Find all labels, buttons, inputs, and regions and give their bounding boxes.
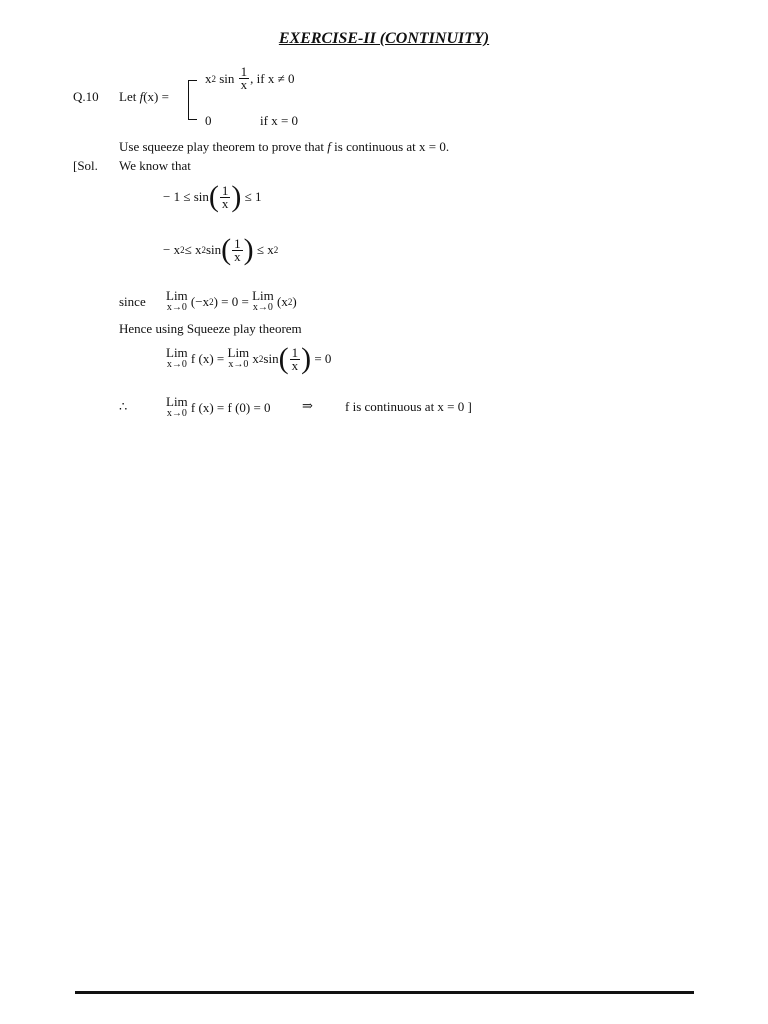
solution-intro: We know that bbox=[119, 158, 191, 173]
inequality-2: − x 2 ≤ x 2 sin ( $\frac{1}{x}$ ) ≤ x 2 bbox=[163, 233, 279, 266]
piecewise-case-1: x 2 sin $\frac{1}{x}$ , if x ≠ 0 bbox=[205, 64, 295, 92]
implies-symbol: ⇒ bbox=[302, 398, 313, 413]
piecewise-case-2-value: 0 bbox=[205, 113, 212, 128]
piecewise-brace bbox=[188, 80, 197, 120]
since-limit-expression: Lim x→0 (−x 2 ) = 0 = Lim x→0 (x 2 ) bbox=[166, 288, 297, 313]
squeeze-limit-expression: Lim x→0 f (x) = Lim x→0 x 2 sin ( $\frac{1}{x}$ ) = 0 bbox=[166, 342, 332, 375]
solution-label: [Sol. bbox=[73, 158, 98, 173]
inequality-1: − 1 ≤ sin ( $\frac{1}{x}$ ) ≤ 1 bbox=[163, 180, 262, 213]
therefore-symbol: ∴ bbox=[119, 399, 128, 414]
footer-rule bbox=[75, 991, 694, 994]
piecewise-case-2-condition: if x = 0 bbox=[260, 113, 299, 128]
fraction-one-over-x: $\frac{1}{x}$ bbox=[240, 64, 248, 92]
function-definition-label: Let f(x) = bbox=[119, 89, 169, 104]
hence-text: Hence using Squeeze play theorem bbox=[119, 321, 302, 336]
conclusion-expression: Lim x→0 f (x) = f (0) = 0 bbox=[166, 394, 271, 419]
instruction-text: Use squeeze play theorem to prove that f is continuous at x = 0. bbox=[119, 139, 450, 154]
since-label: since bbox=[119, 294, 146, 309]
conclusion-text: f is continuous at x = 0 ] bbox=[345, 399, 472, 414]
page-title: EXERCISE-II (CONTINUITY) bbox=[278, 30, 490, 47]
question-number: Q.10 bbox=[73, 89, 99, 104]
